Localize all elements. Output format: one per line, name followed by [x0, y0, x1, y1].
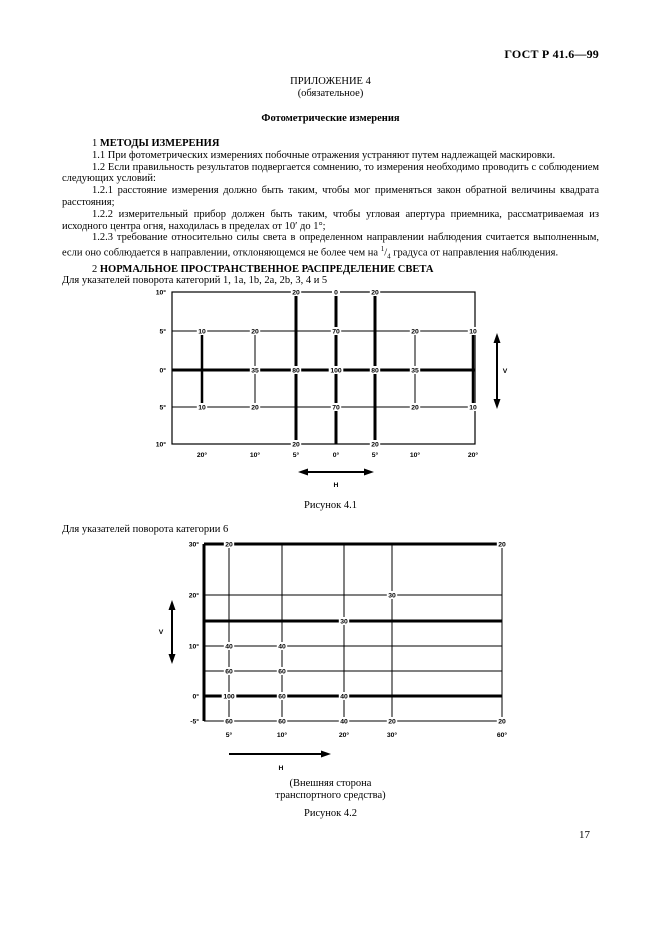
fig1-value: 70: [332, 328, 340, 336]
fig2-h-axis-label: H: [278, 764, 284, 772]
fig1-value: 10: [198, 404, 206, 412]
fig2-value: 20: [225, 541, 233, 549]
fig1-value: 80: [371, 367, 379, 375]
fig2-v-tick-label: 0°: [192, 693, 199, 701]
section-1-number: 1: [92, 138, 98, 149]
appendix-title: ПРИЛОЖЕНИЕ 4: [290, 76, 371, 87]
appendix-heading: Фотометрические измерения: [261, 113, 400, 124]
fig1-v-tick-label: 10°: [155, 441, 166, 449]
fig2-v-tick-label: 10°: [188, 643, 199, 651]
fig2-h-arrow-head-right: [321, 751, 331, 758]
fig1-h-tick-label: 5°: [371, 451, 379, 459]
fig2-value: 60: [278, 718, 286, 726]
fig2-value: 40: [225, 643, 233, 651]
fig1-h-tick-label: 10°: [409, 451, 421, 459]
fig1-value: 20: [251, 328, 259, 336]
fig2-h-tick-label: 60°: [496, 731, 508, 739]
fig2-value: 40: [340, 718, 348, 726]
fig1-value: 80: [292, 367, 300, 375]
fig2-value: 60: [225, 718, 233, 726]
fig1-value: 35: [251, 367, 259, 375]
fig2-value: 40: [340, 693, 348, 701]
paragraph-1-2-3-start: 1.2.3 требование относительно силы света в определенном направлении наблюдения считается выполненным, если оно соблюдается в направлении, отклоняющемся не более чем на: [62, 232, 599, 259]
fig1-value: 20: [371, 441, 379, 449]
fig2-value: 30: [388, 592, 396, 600]
fig1-h-tick-label: 20°: [467, 451, 479, 459]
fig2-v-arrow-head-down: [169, 654, 176, 664]
fig1-h-tick-label: 10°: [249, 451, 261, 459]
fraction-denominator: 4: [387, 252, 391, 261]
fig1-value: 20: [292, 441, 300, 449]
fig2-value: 100: [223, 693, 235, 701]
fig1-value: 0: [334, 289, 338, 297]
section-2-intro-2: Для указателей поворота категории 6: [62, 524, 229, 535]
fig1-h-tick-label: 5°: [292, 451, 300, 459]
fig2-h-tick-label: 10°: [276, 731, 288, 739]
fig2-value: 60: [225, 668, 233, 676]
figure-4-2-note-2: транспортного средства): [275, 790, 386, 801]
paragraph-1-2: 1.2 Если правильность результатов подвергается сомнению, то измерения необходимо проводить с соблюдением следующих условий:: [62, 161, 599, 185]
standard-header: ГОСТ Р 41.6—99: [504, 47, 599, 61]
fig2-value: 60: [278, 693, 286, 701]
fig2-value: 20: [498, 718, 506, 726]
fig2-value: 60: [278, 668, 286, 676]
fig1-v-tick-label: 0°: [159, 367, 166, 375]
paragraph-1-1: 1.1 При фотометрических измерениях побочные отражения устраняют путем надлежащей маскировки.: [92, 149, 556, 161]
fig2-v-tick-label: -5°: [190, 718, 199, 726]
fig2-value: 30: [340, 618, 348, 626]
fig1-value: 20: [371, 289, 379, 297]
fig1-value: 100: [330, 367, 342, 375]
fig1-v-axis-label: V: [502, 367, 508, 375]
fig1-value: 20: [292, 289, 300, 297]
fraction-numerator: 1: [380, 245, 385, 254]
fig2-v-tick-label: 30°: [188, 541, 199, 549]
fig2-value: 20: [498, 541, 506, 549]
fig2-h-tick-label: 30°: [386, 731, 398, 739]
section-2-intro-1: Для указателей поворота категорий 1, 1a, 1b, 2a, 2b, 3, 4 и 5: [62, 275, 328, 287]
figure-4-2-note-1: (Внешняя сторона: [289, 778, 372, 789]
fig2-h-tick-label: 5°: [225, 731, 233, 739]
fig1-value: 20: [251, 404, 259, 412]
paragraph-1-2-1: 1.2.1 расстояние измерения должно быть таким, чтобы мог применяться закон обратной величины квадрата расстояния;: [62, 185, 599, 208]
fig1-v-tick-label: 5°: [159, 404, 166, 412]
fig1-v-tick-label: 5°: [159, 328, 166, 336]
fig1-h-axis-label: H: [333, 481, 339, 489]
fig1-value: 70: [332, 404, 340, 412]
paragraph-1-2-3: 1.2.3 требование относительно силы света в определенном направлении наблюдения считается выполненным, если оно соблюдается в направлении, отклоняющемся не более чем на $^1/_4$ градуса от направления наблюдения.: [62, 232, 599, 261]
figure-4-2-caption: Рисунок 4.2: [304, 808, 357, 819]
figure-4-1-caption: Рисунок 4.1: [304, 500, 357, 511]
paragraph-1-2-3-end: градуса от направления наблюдения.: [390, 247, 559, 259]
fig2-v-axis-label: V: [158, 628, 164, 636]
fig1-value: 10: [469, 404, 477, 412]
appendix-subtitle: (обязательное): [297, 88, 364, 99]
fig1-value: 20: [411, 404, 419, 412]
section-1-title: МЕТОДЫ ИЗМЕРЕНИЯ: [99, 138, 220, 149]
fig1-value: 10: [198, 328, 206, 336]
fig2-value: 20: [388, 718, 396, 726]
paragraph-1-2-2: 1.2.2 измерительный прибор должен быть таким, чтобы угловая апертура приемника, рассматриваемая из исходного центра огня, находилась в пределах от 10′ до 1°;: [62, 208, 599, 232]
fig2-v-arrow-head-up: [169, 600, 176, 610]
fig1-h-tick-label: 0°: [332, 451, 340, 459]
page-number: 17: [579, 829, 590, 841]
fig2-value: 40: [278, 643, 286, 651]
section-2-title: НОРМАЛЬНОЕ ПРОСТРАНСТВЕННОЕ РАСПРЕДЕЛЕНИЕ СВЕТА: [99, 263, 434, 275]
fig1-value: 35: [411, 367, 419, 375]
fig1-value: 20: [411, 328, 419, 336]
fig1-h-tick-label: 20°: [196, 451, 208, 459]
fig2-h-tick-label: 20°: [338, 731, 350, 739]
fig2-v-tick-label: 20°: [188, 592, 199, 600]
section-2-number: 2: [92, 263, 98, 275]
fig1-v-tick-label: 10°: [155, 289, 166, 297]
fig1-value: 10: [469, 328, 477, 336]
